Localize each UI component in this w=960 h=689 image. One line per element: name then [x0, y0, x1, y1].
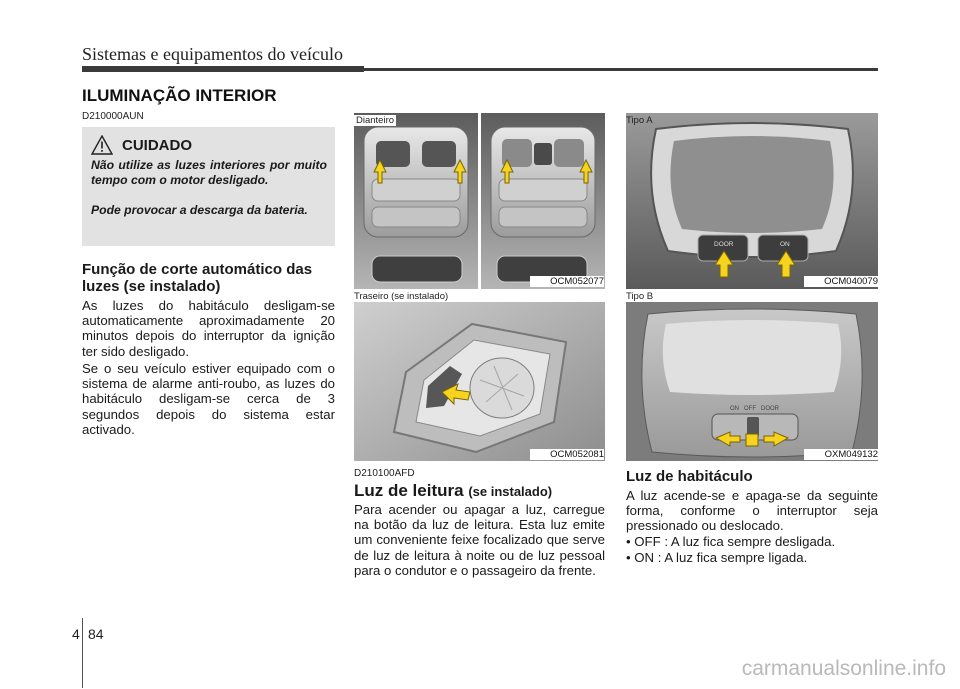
cabin-light-paragraph: A luz acende-se e apaga-se da seguinte forma, conforme o interruptor seja pressionado ou deslocado.	[626, 488, 878, 534]
type-b-illustration	[626, 302, 878, 461]
photo-type-a	[626, 113, 878, 289]
type-a-illustration	[626, 113, 878, 289]
photo-front-code: OCM052077	[530, 276, 604, 287]
paragraph-auto-off-1: As luzes do habitáculo desligam-se automaticamente aproximadamente 20 minutos depois do interruptor da ignição ter sido desligado.	[82, 298, 335, 359]
caution-title: CUIDADO	[122, 137, 192, 154]
header-tab	[82, 66, 364, 72]
switch-labels: ON OFF DOOR	[730, 406, 779, 412]
photo-type-b-label: Tipo B	[626, 291, 654, 302]
reading-light-code: D210100AFD	[354, 468, 415, 479]
cabin-light-bullet-on: • ON : A luz fica sempre ligada.	[626, 550, 808, 565]
caution-box	[82, 127, 335, 246]
front-lamp-illustration	[354, 113, 605, 289]
cabin-light-bullet-off: • OFF : A luz fica sempre desligada.	[626, 534, 836, 549]
photo-rear-label: Traseiro (se instalado)	[354, 291, 449, 302]
watermark: carmanualsonline.info	[741, 657, 946, 680]
reading-light-title-main: Luz de leitura	[354, 481, 464, 500]
reading-light-title-note: (se instalado)	[468, 484, 553, 499]
cabin-light-heading: Luz de habitáculo	[626, 468, 753, 485]
caution-text-2: Pode provocar a descarga da bateria.	[91, 203, 308, 217]
section-title: ILUMINAÇÃO INTERIOR	[82, 86, 277, 105]
reading-light-title	[354, 481, 552, 501]
paragraph-auto-off-2: Se o seu veículo estiver equipado com o sistema de alarme anti-roubo, as luzes do habitáculo desligam-se cerca de 3 segundos depois do sistema estar activado.	[82, 361, 335, 437]
chapter-title: Sistemas e equipamentos do veículo	[82, 44, 343, 64]
on-button: ON	[780, 241, 790, 248]
rear-lamp-illustration	[354, 302, 605, 461]
footer-rule	[82, 618, 83, 688]
warning-icon	[91, 135, 113, 155]
subheading-auto-off: Função de corte automático das luzes (se instalado)	[82, 261, 313, 295]
chapter-number: 4	[72, 626, 80, 642]
photo-type-a-label: Tipo A	[626, 115, 653, 126]
reading-light-paragraph: Para acender ou apagar a luz, carregue na botão da luz de leitura. Esta luz emite um conveniente feixe focalizado que serve de luz de leitura à noite ou de luz pessoal para o condutor e o passageiro da frente.	[354, 502, 605, 578]
photo-type-b	[626, 302, 878, 461]
photo-type-a-code: OCM040079	[804, 276, 878, 287]
photo-rear-lamp	[354, 302, 605, 461]
door-button: DOOR	[714, 241, 734, 248]
photo-front-lamp	[354, 113, 605, 289]
section-code: D210000AUN	[82, 111, 144, 122]
caution-text-1: Não utilize as luzes interiores por muito tempo com o motor desligado.	[91, 158, 327, 187]
photo-type-b-code: OXM049132	[804, 449, 878, 460]
photo-rear-code: OCM052081	[530, 449, 604, 460]
photo-front-label: Dianteiro	[356, 115, 395, 126]
page-number: 84	[88, 626, 104, 642]
